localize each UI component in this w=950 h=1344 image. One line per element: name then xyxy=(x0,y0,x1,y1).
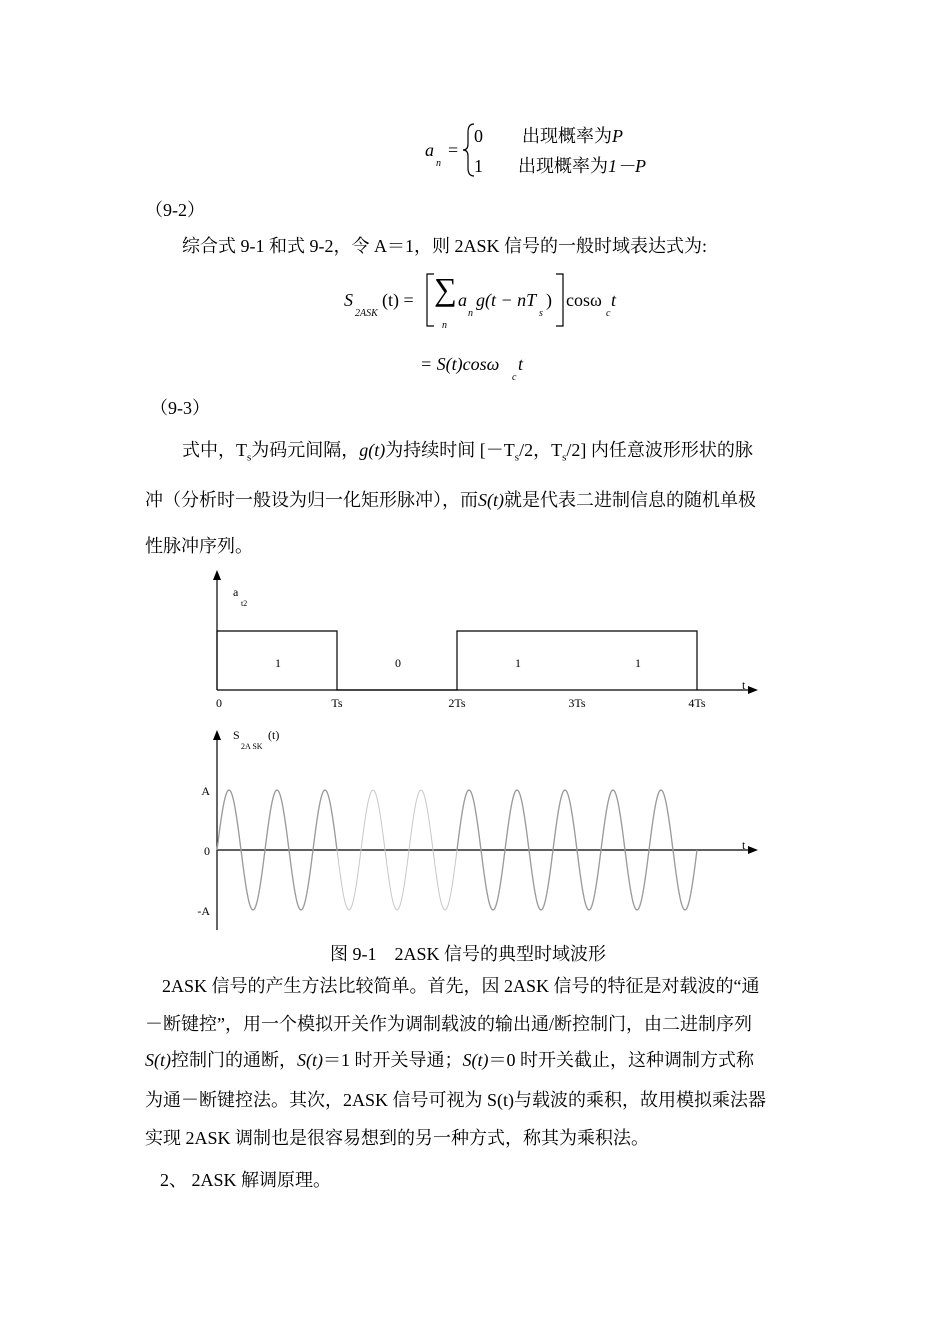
top-axis-label: a xyxy=(233,585,239,599)
bottom-axis-label-sub: 2A SK xyxy=(241,742,263,751)
bottom-x-arrow-icon xyxy=(748,846,758,854)
x-tick-2: 2Ts xyxy=(448,696,466,710)
x-tick-0: 0 xyxy=(216,696,222,710)
bottom-t-label: t xyxy=(742,838,746,852)
equation-number-9-2: （9-2） xyxy=(145,200,205,220)
x-tick-3: 3Ts xyxy=(568,696,586,710)
bottom-labels xyxy=(197,728,746,918)
text-segment: 就是代表二进制信息的随机单极 xyxy=(504,490,756,510)
bit-label-2: 1 xyxy=(515,656,521,670)
eq3-t: t xyxy=(518,354,524,374)
top-labels xyxy=(216,585,746,710)
bottom-axis-label-arg: (t) xyxy=(268,728,280,742)
eq1-case1-p: 1－P xyxy=(608,156,646,176)
math-s-t: S(t) xyxy=(145,1050,171,1070)
eq1-case0-p: P xyxy=(612,126,623,146)
y-tick-0: A xyxy=(201,784,210,798)
text-segment: /2，T xyxy=(519,440,563,460)
eq1-lhs-sub: n xyxy=(436,158,441,169)
eq1-case0-text: 出现概率为 xyxy=(522,126,612,146)
eq2-a: a xyxy=(458,290,467,310)
y-tick-2: -A xyxy=(197,904,210,918)
para2-line3: 性脉冲序列。 xyxy=(145,536,253,556)
eq2-t: t xyxy=(611,290,617,310)
text-segment: 冲（分析时一般设为归一化矩形脉冲），而 xyxy=(145,490,478,510)
paragraph-intro: 综合式 9-1 和式 9-2，令 A＝1，则 2ASK 信号的一般时域表达式为: xyxy=(182,236,707,256)
eq1-equals: = xyxy=(448,140,459,160)
x-tick-1: Ts xyxy=(331,696,343,710)
text-segment: ＝0 时开关截止，这种调制方式称 xyxy=(488,1050,754,1070)
x-tick-4: 4Ts xyxy=(688,696,706,710)
bottom-y-arrow-icon xyxy=(213,730,221,740)
bit-label-3: 1 xyxy=(635,656,641,670)
para3-line3 xyxy=(145,1050,754,1070)
eq2-a-sub: n xyxy=(468,308,473,319)
eq1-case0-value: 0 xyxy=(474,126,483,146)
math-s-t: S(t) xyxy=(478,490,504,510)
section-heading: 2、 2ASK 解调原理。 xyxy=(160,1170,332,1190)
math-s-t: S(t) xyxy=(297,1050,323,1070)
y-tick-1: 0 xyxy=(204,844,210,858)
eq2-g-sub: s xyxy=(539,308,543,319)
eq2-cos-sub: c xyxy=(606,308,611,319)
top-x-arrow-icon xyxy=(748,686,758,694)
subscript: s xyxy=(247,451,252,464)
ask-carrier-waves xyxy=(217,790,697,910)
eq2-lhs-sub: 2ASK xyxy=(355,308,378,319)
eq3-expr: = S(t)cosω xyxy=(420,354,500,374)
eq1-lhs: a xyxy=(425,140,434,160)
top-y-arrow-icon xyxy=(213,570,221,580)
subscript: s xyxy=(514,451,520,464)
eq1-case1-value: 1 xyxy=(474,156,483,176)
figure-caption: 图 9-1 2ASK 信号的典型时域波形 xyxy=(330,944,607,964)
eq2-lhs-arg: (t) = xyxy=(382,290,414,310)
text-segment: /2] 内任意波形形状的脉 xyxy=(566,440,753,460)
top-axis-label-sub: t2 xyxy=(241,599,248,608)
para3-line5: 实现 2ASK 调制也是很容易想到的另一种方式，称其为乘积法。 xyxy=(145,1128,650,1148)
text-segment: ＝1 时开关导通； xyxy=(323,1050,463,1070)
text-segment: 为码元间隔， xyxy=(251,440,360,460)
text-segment: 控制门的通断， xyxy=(171,1050,297,1070)
eq2-lhs: S xyxy=(344,290,353,310)
bit-label-0: 1 xyxy=(275,656,281,670)
equation-number-9-3: （9-3） xyxy=(150,398,210,418)
math-g-t: g(t) xyxy=(359,440,386,460)
bottom-axis-label: S xyxy=(233,728,240,742)
eq2-cos: cosω xyxy=(566,290,602,310)
eq2-g-close: ) xyxy=(546,290,552,310)
text-segment: 为持续时间 [－T xyxy=(385,440,515,460)
para3-line2: －断键控”，用一个模拟开关作为调制载波的输出通/断控制门，由二进制序列 xyxy=(145,1014,752,1034)
para3-line4: 为通－断键控法。其次，2ASK 信号可视为 S(t)与载波的乘积，故用模拟乘法器 xyxy=(145,1090,767,1110)
eq1-case1-text: 出现概率为 xyxy=(518,156,608,176)
eq3-sub: c xyxy=(512,372,517,383)
top-t-label: t xyxy=(742,678,746,692)
subscript: s xyxy=(562,451,567,464)
math-s-t: S(t) xyxy=(462,1050,489,1070)
text-segment: 式中，T xyxy=(182,440,247,460)
eq2-sigma: ∑ xyxy=(434,271,457,307)
pulse-train xyxy=(217,631,697,690)
eq2-g: g(t − nT xyxy=(476,290,537,310)
pulse-outline xyxy=(217,631,697,690)
para3-line1: 2ASK 信号的产生方法比较简单。首先，因 2ASK 信号的特征是对载波的“通 xyxy=(162,976,760,996)
bit-label-1: 0 xyxy=(395,656,401,670)
eq2-sigma-sub: n xyxy=(442,320,447,331)
